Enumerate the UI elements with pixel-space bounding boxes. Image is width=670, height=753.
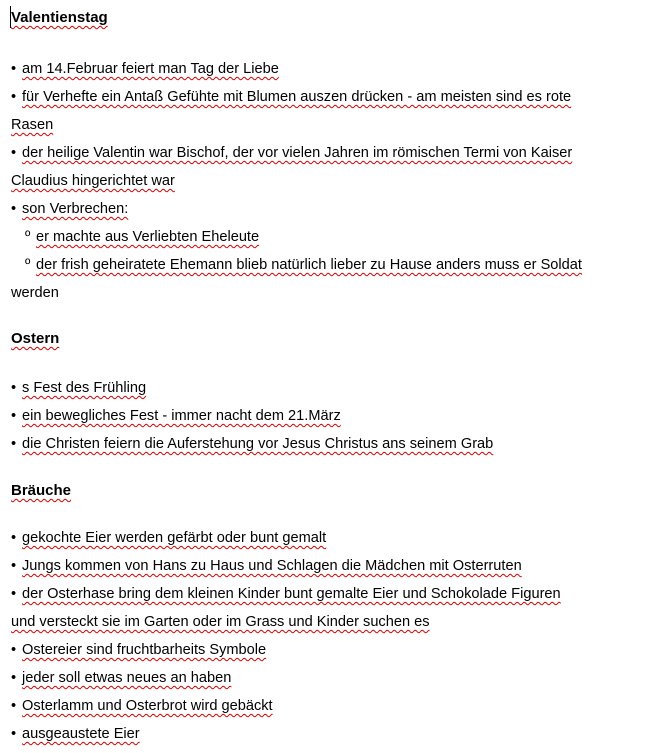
list-item: • ein bewegliches Fest - immer nacht dem 21.März <box>11 408 341 424</box>
section-heading-braeuche: Bräuche <box>11 482 72 499</box>
list-item: • Ostereier sind fruchtbarheits Symbole <box>11 642 267 658</box>
list-item: • s Fest des Frühling <box>11 380 147 396</box>
list-item: • gekochte Eier werden gefärbt oder bunt gemalt <box>11 530 327 546</box>
section-heading-ostern: Ostern <box>11 330 60 347</box>
list-item: • der Osterhase bring dem kleinen Kinder bunt gemalte Eier und Schokolade Figuren <box>11 586 561 602</box>
list-item-continuation: Rasen <box>11 117 54 133</box>
list-item: • jeder soll etwas neues an haben <box>11 670 232 686</box>
section-heading-valentienstag: Valentienstag <box>11 9 108 26</box>
list-item-continuation: Claudius hingerichtet war <box>11 173 175 189</box>
list-item: • die Christen feiern die Auferstehung vor Jesus Christus ans seinem Grab <box>11 436 494 452</box>
list-item: • son Verbrechen: <box>11 201 129 217</box>
list-item: • der heilige Valentin war Bischof, der vor vielen Jahren im römischen Termi von Kaiser <box>11 145 573 161</box>
list-item-continuation: und versteckt sie im Garten oder im Grass und Kinder suchen es <box>11 614 430 630</box>
list-item: • Osterlamm und Osterbrot wird gebäckt <box>11 698 273 714</box>
list-item: • Jungs kommen von Hans zu Haus und Schlagen die Mädchen mit Osterruten <box>11 558 522 574</box>
list-item: • am 14.Februar feiert man Tag der Liebe <box>11 61 279 77</box>
list-item-continuation: werden <box>11 285 59 301</box>
list-item: • für Verhefte ein Antaß Gefühte mit Blumen auszen drücken - am meisten sind es rote <box>11 89 572 105</box>
sub-list-item: º er machte aus Verliebten Eheleute <box>25 229 260 245</box>
sub-list-item: º der frish geheiratete Ehemann blieb natürlich lieber zu Hause anders muss er Soldat <box>25 257 582 273</box>
list-item: • ausgeaustete Eier <box>11 726 140 742</box>
